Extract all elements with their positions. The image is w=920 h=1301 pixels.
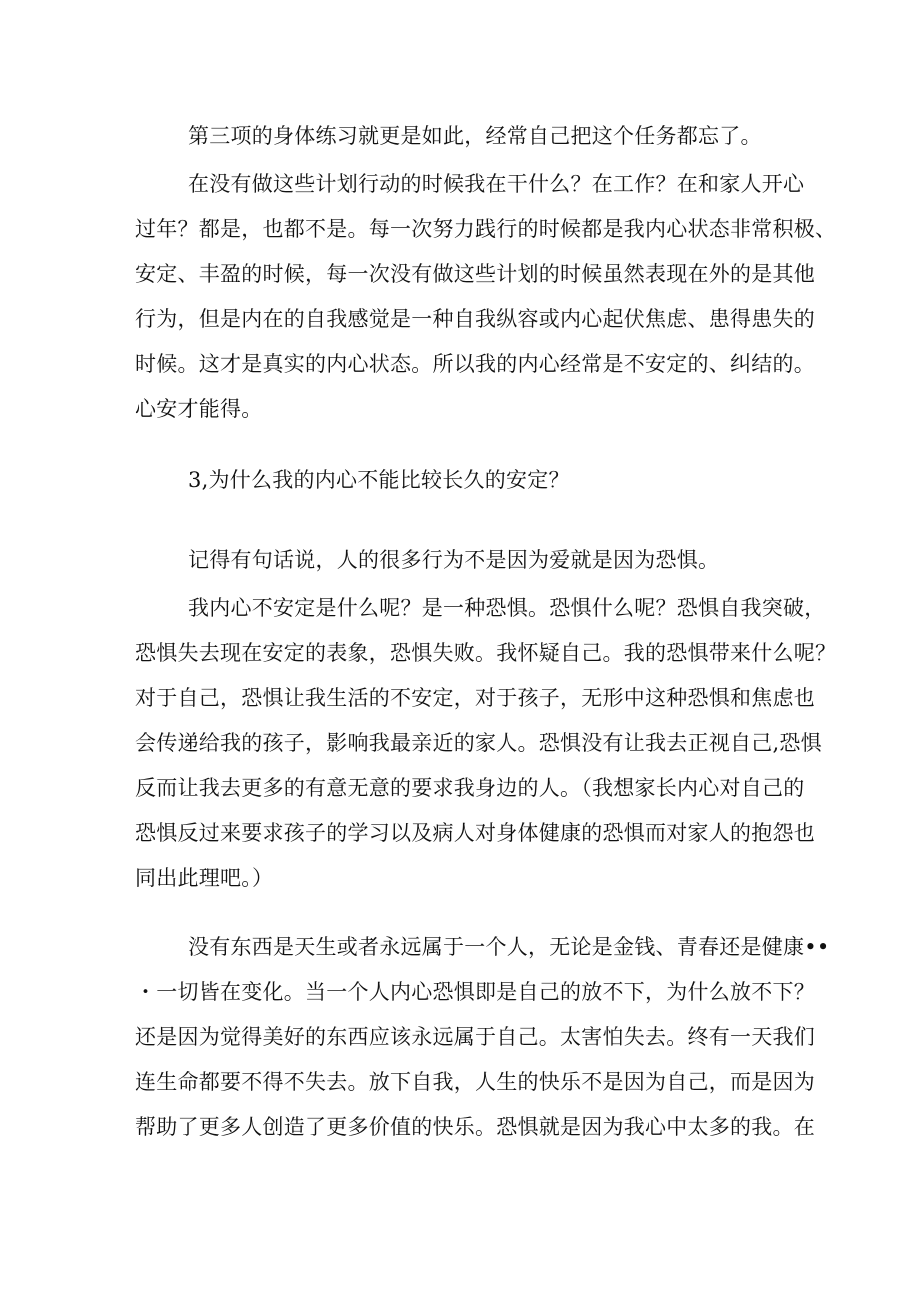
text-line: 没有东西是天生或者永远属于一个人，无论是金钱、青春还是健康•• bbox=[188, 935, 830, 959]
text-line: 还是因为觉得美好的东西应该永远属于自己。太害怕失去。终有一天我们 bbox=[135, 1025, 815, 1049]
text-line: 对于自己，恐惧让我生活的不安定，对于孩子，无形中这种恐惧和焦虑也 bbox=[135, 686, 815, 710]
text-line: 我内心不安定是什么呢？是一种恐惧。恐惧什么呢？恐惧自我突破， bbox=[188, 596, 826, 620]
text-line: 反而让我去更多的有意无意的要求我身边的人。（我想家长内心对自己的 bbox=[135, 776, 805, 800]
text-line: 恐惧反过来要求孩子的学习以及病人对身体健康的恐惧而对家人的抱怨也 bbox=[135, 821, 815, 845]
text-line: 会传递给我的孩子，影响我最亲近的家人。恐惧没有让我去正视自己,恐惧 bbox=[135, 731, 822, 755]
text-line: 行为，但是内在的自我感觉是一种自我纵容或内心起伏焦虑、患得患失的 bbox=[135, 307, 815, 331]
text-line: 同出此理吧。） bbox=[135, 866, 274, 890]
text-line: 过年？都是，也都不是。每一次努力践行的时候都是我内心状态非常积极、 bbox=[135, 217, 837, 241]
text-line: 第三项的身体练习就更是如此，经常自己把这个任务都忘了。 bbox=[188, 124, 762, 148]
text-line: 时候。这才是真实的内心状态。所以我的内心经常是不安定的、纠结的。 bbox=[135, 352, 815, 376]
text-line: 在没有做这些计划行动的时候我在干什么？在工作？在和家人开心 bbox=[188, 172, 805, 196]
text-line: 帮助了更多人创造了更多价值的快乐。恐惧就是因为我心中太多的我。在 bbox=[135, 1115, 815, 1139]
text-line: 记得有句话说，人的很多行为不是因为爱就是因为恐惧。 bbox=[188, 548, 720, 572]
text-line: 恐惧失去现在安定的表象，恐惧失败。我怀疑自己。我的恐惧带来什么呢？ bbox=[135, 641, 837, 665]
text-line: 安定、丰盈的时候，每一次没有做这些计划的时候虽然表现在外的是其他 bbox=[135, 262, 815, 286]
text-line: 连生命都要不得不失去。放下自我，人生的快乐不是因为自己，而是因为 bbox=[135, 1070, 815, 1094]
text-line: ・一切皆在变化。当一个人内心恐惧即是自己的放不下，为什么放不下？ bbox=[135, 980, 815, 1004]
section-heading: 3,为什么我的内心不能比较长久的安定？ bbox=[188, 468, 570, 492]
text-line: 心安才能得。 bbox=[135, 397, 263, 421]
